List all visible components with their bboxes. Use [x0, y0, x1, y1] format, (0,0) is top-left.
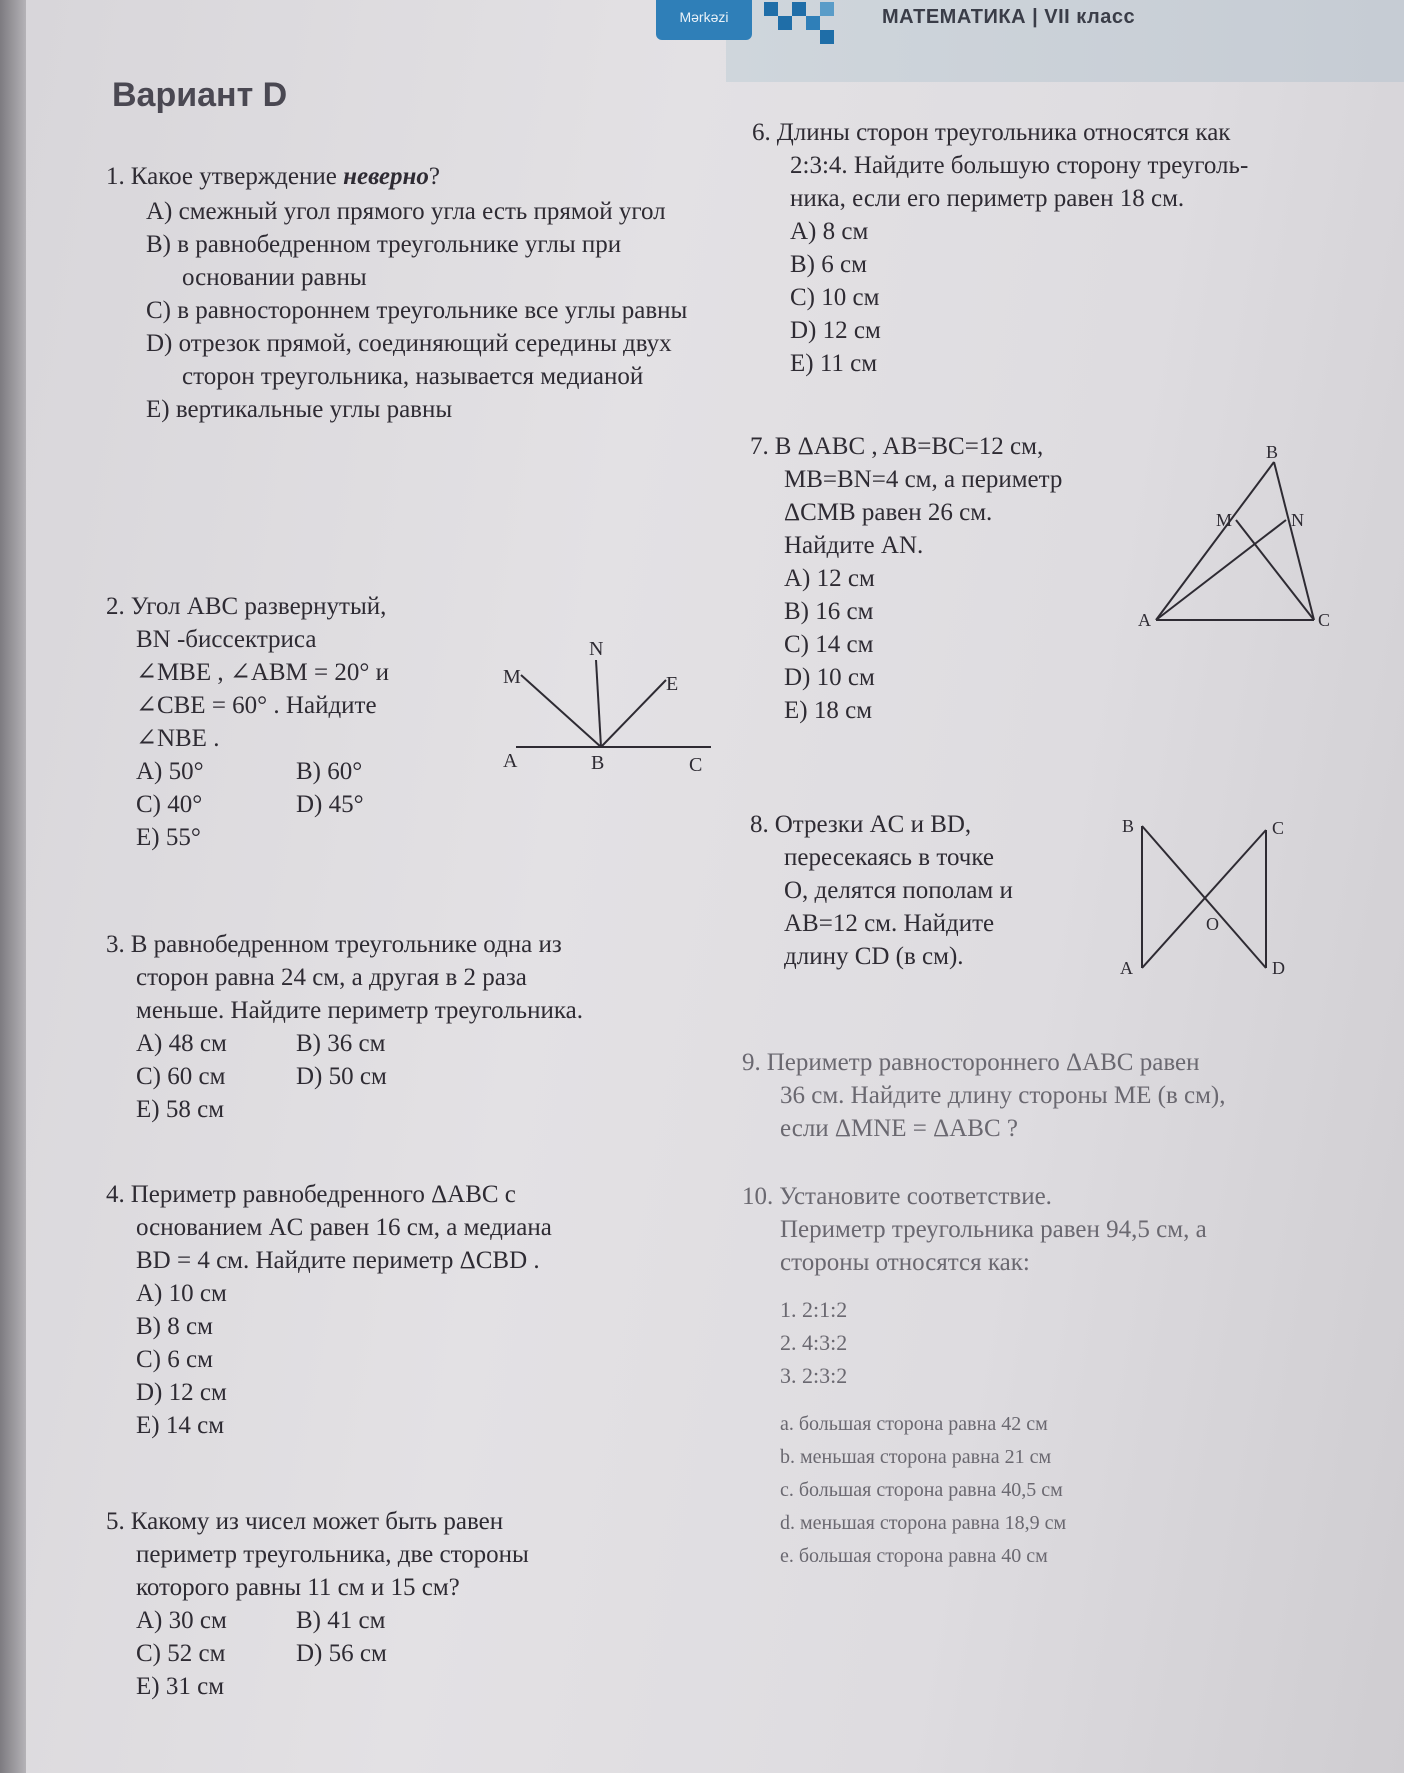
option-label: D) — [146, 330, 173, 357]
question-line: Периметр треугольника равен 94,5 см, а — [780, 1216, 1207, 1243]
question-text: Какое утверждение — [130, 163, 344, 190]
option-a[interactable] — [146, 195, 706, 228]
triangle-figure — [1126, 440, 1366, 640]
option-text: отрезок прямой, соединяющий середины двух сторон треугольника, называется медианой — [178, 330, 672, 390]
option-label: A) — [146, 198, 173, 225]
question-line: ΔCMB равен 26 см. — [784, 499, 993, 526]
question-9 — [742, 1046, 1382, 1145]
label-n: N — [1291, 510, 1304, 530]
crossing-segments-figure — [1106, 808, 1306, 988]
question-number: 10. — [742, 1183, 774, 1210]
question-line: если ΔMNE = ΔABC ? — [780, 1115, 1018, 1142]
question-number: 3. — [106, 931, 125, 958]
option-c[interactable]: C) 14 см — [784, 631, 874, 658]
option-e[interactable]: E) 18 см — [784, 697, 873, 724]
answer-item[interactable]: a. большая сторона равна 42 см — [780, 1413, 1048, 1435]
option-c[interactable]: C) 6 см — [136, 1346, 213, 1373]
question-4 — [106, 1178, 726, 1442]
question-1 — [106, 160, 706, 426]
label-n: N — [589, 638, 604, 660]
segment-an — [1156, 520, 1286, 620]
answer-item[interactable]: d. меньшая сторона равна 18,9 см — [780, 1512, 1067, 1534]
question-line: длину CD (в см). — [784, 943, 964, 970]
label-m: M — [503, 666, 521, 688]
option-b[interactable]: B) 60° — [296, 758, 363, 785]
question-number: 6. — [752, 119, 771, 146]
question-number: 7. — [750, 433, 769, 460]
option-label: E) — [146, 396, 170, 423]
question-line: 2:3:4. Найдите большую сторону треуголь- — [790, 152, 1249, 179]
question-line: BD = 4 см. Найдите периметр ΔCBD . — [136, 1247, 540, 1274]
ray-be — [601, 680, 666, 747]
question-line: ∠NBE . — [136, 725, 220, 752]
option-a[interactable]: A) 30 см — [136, 1607, 227, 1634]
question-line: основанием AC равен 16 см, а медиана — [136, 1214, 552, 1241]
label-b: B — [1266, 442, 1279, 462]
option-d[interactable] — [146, 327, 682, 393]
ray-bm — [521, 675, 601, 747]
question-line: В ΔABC , AB=BC=12 см, — [774, 433, 1044, 460]
question-emphasis: неверно — [343, 163, 429, 190]
label-a: A — [1138, 610, 1151, 630]
label-b: B — [591, 752, 605, 774]
label-a: A — [1120, 958, 1133, 978]
variant-title: Вариант D — [112, 76, 288, 114]
answer-item[interactable]: c. большая сторона равна 40,5 см — [780, 1479, 1063, 1501]
option-a[interactable]: A) 50° — [136, 758, 204, 785]
label-m: M — [1216, 510, 1233, 530]
option-c[interactable] — [146, 294, 706, 327]
question-line: ника, если его периметр равен 18 см. — [790, 185, 1185, 212]
option-text: вертикальные углы равны — [175, 396, 453, 423]
ratio-item: 2. 4:3:2 — [780, 1330, 848, 1355]
ratio-list — [780, 1293, 1382, 1392]
label-e: E — [666, 673, 679, 695]
question-6 — [752, 116, 1382, 380]
question-line: Длины сторон треугольника относятся как — [776, 119, 1231, 146]
option-text: в равностороннем треугольнике все углы равны — [177, 297, 688, 324]
question-line: Найдите AN. — [784, 532, 924, 559]
question-line: AB=12 см. Найдите — [784, 910, 995, 937]
option-b[interactable]: B) 6 см — [790, 251, 867, 278]
option-e[interactable]: E) 55° — [136, 824, 201, 851]
question-line: меньше. Найдите периметр треугольника. — [136, 997, 583, 1024]
option-c[interactable]: C) 60 см — [136, 1063, 226, 1090]
option-a[interactable]: A) 48 см — [136, 1030, 227, 1057]
question-line: В равнобедренном треугольнике одна из — [130, 931, 562, 958]
side-bc — [1274, 462, 1314, 620]
question-line: ∠MBE , ∠ABM = 20° и — [136, 659, 390, 686]
option-d[interactable]: D) 12 см — [136, 1379, 227, 1406]
label-c: C — [1318, 610, 1331, 630]
question-line: Периметр равнобедренного ΔABC с — [130, 1181, 516, 1208]
question-line: Периметр равностороннего ΔABC равен — [766, 1049, 1200, 1076]
question-number: 1. — [106, 163, 125, 190]
label-d: D — [1272, 958, 1285, 978]
option-d[interactable]: D) 12 см — [790, 317, 881, 344]
option-a[interactable]: A) 12 см — [784, 565, 875, 592]
label-c: C — [689, 754, 703, 775]
question-line: Угол ABC развернутый, — [130, 593, 387, 620]
option-c[interactable]: C) 10 см — [790, 284, 880, 311]
question-line: O, делятся пополам и — [784, 877, 1013, 904]
brand-logo: Mərkəzi — [656, 0, 752, 40]
question-number: 8. — [750, 811, 769, 838]
answer-item[interactable]: e. большая сторона равна 40 см — [780, 1545, 1048, 1567]
question-number: 9. — [742, 1049, 761, 1076]
option-b[interactable]: B) 8 см — [136, 1313, 213, 1340]
side-ab — [1156, 462, 1274, 620]
question-line: Установите соответствие. — [779, 1183, 1052, 1210]
option-b[interactable]: B) 16 см — [784, 598, 874, 625]
label-b: B — [1122, 816, 1135, 836]
option-e[interactable] — [146, 393, 706, 426]
angle-figure — [491, 635, 741, 775]
option-e[interactable]: E) 31 см — [136, 1673, 225, 1700]
question-number: 5. — [106, 1508, 125, 1535]
question-line: Отрезки AC и BD, — [774, 811, 972, 838]
option-b[interactable]: B) 36 см — [296, 1030, 386, 1057]
option-d[interactable]: D) 56 см — [296, 1640, 387, 1667]
question-line: ∠CBE = 60° . Найдите — [136, 692, 377, 719]
question-line: стороны относятся как: — [780, 1249, 1030, 1276]
option-e[interactable]: E) 58 см — [136, 1096, 225, 1123]
question-8 — [750, 808, 1070, 973]
question-10 — [742, 1180, 1382, 1573]
option-d[interactable]: D) 10 см — [784, 664, 875, 691]
answer-list — [780, 1408, 1382, 1573]
question-line: BN -биссектриса — [136, 626, 317, 653]
label-o: O — [1206, 914, 1219, 934]
question-line: которого равны 11 см и 15 см? — [136, 1574, 460, 1601]
question-number: 2. — [106, 593, 125, 620]
option-label: C) — [146, 297, 171, 324]
answer-item[interactable]: b. меньшая сторона равна 21 см — [780, 1446, 1052, 1468]
question-2 — [106, 590, 476, 854]
option-d[interactable]: D) 45° — [296, 791, 364, 818]
option-b[interactable]: B) 41 см — [296, 1607, 386, 1634]
question-line: MB=BN=4 см, а периметр — [784, 466, 1063, 493]
option-c[interactable]: C) 40° — [136, 791, 203, 818]
question-number: 4. — [106, 1181, 125, 1208]
question-line: сторон равна 24 см, а другая в 2 раза — [136, 964, 527, 991]
decorative-pixels — [764, 2, 852, 44]
question-line: пересекаясь в точке — [784, 844, 994, 871]
option-a[interactable]: A) 8 см — [790, 218, 869, 245]
question-3 — [106, 928, 726, 1126]
option-e[interactable]: E) 14 см — [136, 1412, 225, 1439]
question-line: Какому из чисел может быть равен — [130, 1508, 504, 1535]
option-text: в равнобедренном треугольнике углы при основании равны — [177, 231, 622, 291]
label-a: A — [503, 750, 518, 772]
question-5 — [106, 1505, 726, 1703]
ray-bn — [596, 660, 601, 747]
question-line: периметр треугольника, две стороны — [136, 1541, 529, 1568]
ratio-item: 3. 2:3:2 — [780, 1363, 848, 1388]
ratio-item: 1. 2:1:2 — [780, 1297, 848, 1322]
option-e[interactable]: E) 11 см — [790, 350, 878, 377]
option-b[interactable] — [146, 228, 706, 294]
question-7 — [750, 430, 1080, 727]
textbook-page — [26, 0, 1404, 1773]
option-c[interactable]: C) 52 см — [136, 1640, 226, 1667]
option-text: смежный угол прямого угла есть прямой угол — [178, 198, 666, 225]
option-d[interactable]: D) 50 см — [296, 1063, 387, 1090]
option-a[interactable]: A) 10 см — [136, 1280, 227, 1307]
header-title: МАТЕМАТИКА | VII класс — [882, 6, 1136, 28]
question-text-end: ? — [428, 163, 441, 190]
label-c: C — [1272, 818, 1285, 838]
option-label: B) — [146, 231, 171, 258]
question-line: 36 см. Найдите длину стороны ME (в см), — [780, 1082, 1226, 1109]
